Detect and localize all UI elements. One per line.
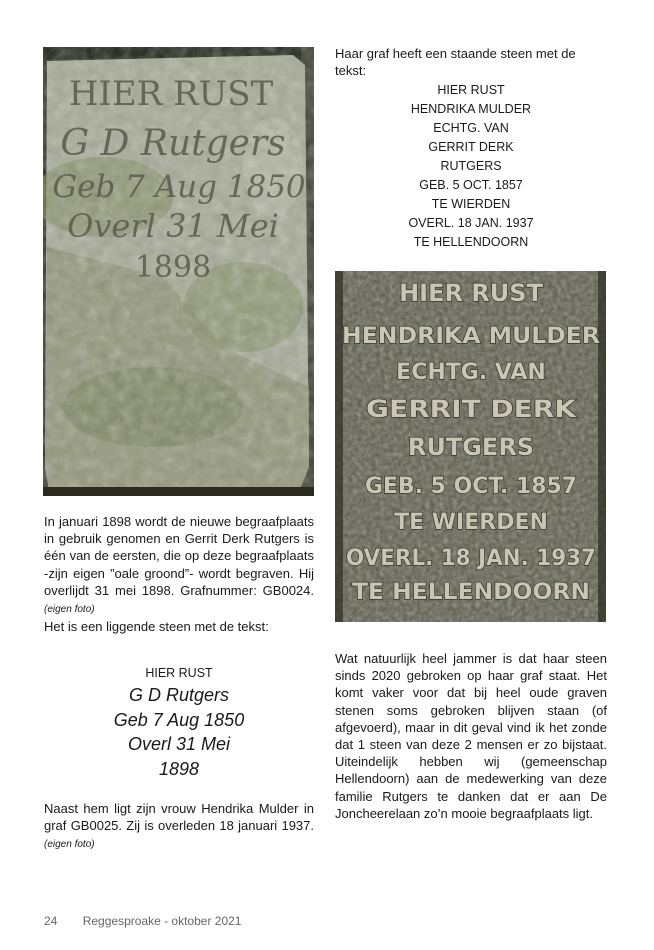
photo-credit: (eigen foto)	[44, 604, 95, 616]
inscription-line: G D Rutgers	[128, 685, 230, 705]
stone-line-3: Geb 7 Aug 1850	[52, 169, 306, 205]
page-number: 24	[44, 914, 58, 928]
page-footer	[44, 914, 263, 928]
stone2-line-2: HENDRIKA MULDER	[342, 324, 601, 349]
photo-credit: (eigen foto)	[44, 839, 95, 851]
inscription-title: HIER RUST	[145, 666, 213, 680]
inscription-line: GEB. 5 OCT. 1857	[419, 178, 523, 192]
stone2-line-6: GEB. 5 OCT. 1857	[365, 474, 577, 499]
stone-line-2: G D Rutgers	[60, 123, 286, 164]
left-paragraph-1	[44, 513, 314, 635]
inscription-line: 1898	[158, 758, 200, 779]
inscription-line: Geb 7 Aug 1850	[113, 709, 245, 730]
para1-text: In januari 1898 wordt de nieuwe begraafplaats in gebruik genomen en Gerrit Derk Rutgers is één van de eersten, die op deze begraafplaats -zijn eigen ”oale groond”- wordt begraven. Hij overlijdt 31 mei 1898. Grafnummer: GB0024.	[44, 514, 314, 598]
stone-line-1: HIER RUST	[68, 74, 274, 114]
stone2-line-8: OVERL. 18 JAN. 1937	[346, 546, 596, 571]
para2-text: Het is een liggende steen met de tekst:	[44, 619, 269, 635]
inscription-line: RUTGERS	[440, 159, 502, 173]
grave-photo-gerrit-derk-rutgers	[43, 47, 314, 496]
stone2-line-9: TE HELLENDOORN	[352, 580, 590, 605]
right-inscription	[335, 81, 607, 252]
stone2-line-5: RUTGERS	[407, 433, 535, 461]
stone-line-4: Overl 31 Mei	[67, 207, 279, 245]
inscription-line: GERRIT DERK	[428, 140, 514, 154]
stone2-line-7: TE WIERDEN	[394, 510, 548, 535]
stone2-line-1: HIER RUST	[399, 279, 543, 307]
inscription-line: TE HELLENDOORN	[413, 235, 529, 249]
inscription-line: Overl 31 Mei	[127, 734, 231, 754]
publication-name: Reggesproake - oktober 2021	[82, 914, 242, 928]
inscription-line: HIER RUST	[437, 83, 505, 97]
para3-text: Naast hem ligt zijn vrouw Hendrika Mulder in graf GB0025. Zij is overleden 18 januari 1937.	[44, 801, 314, 834]
stone2-line-3: ECHTG. VAN	[396, 360, 546, 385]
inscription-line: ECHTG. VAN	[433, 121, 509, 135]
left-paragraph-3	[44, 800, 314, 854]
inscription-line: TE WIERDEN	[431, 197, 511, 211]
right-intro-text: Haar graf heeft een staande steen met de tekst:	[335, 46, 576, 79]
stone-line-5: 1898	[134, 250, 212, 285]
left-inscription	[44, 664, 314, 781]
right-closing-paragraph: Wat natuurlijk heel jammer is dat haar steen sinds 2020 gebroken op haar graf staat. Het komt vaker voor dat bij heel oude graven stenen soms gebroken blijven staan (of afgevoerd), maar in dit geval vind ik het zonde dat 1 steen van deze 2 mensen er zo bijstaat. Uiteindelijk hebben wij (gemeenschap Hellendoorn) aan de medewerking van deze familie Rutgers te danken dat er aan De Joncheerelaan zo’n mooie begraafplaats ligt.	[335, 651, 607, 821]
stone2-line-4: GERRIT DERK	[366, 395, 578, 423]
grave-photo-hendrika-mulder	[335, 271, 606, 622]
inscription-line: OVERL. 18 JAN. 1937	[408, 216, 534, 230]
inscription-line: HENDRIKA MULDER	[410, 102, 532, 116]
